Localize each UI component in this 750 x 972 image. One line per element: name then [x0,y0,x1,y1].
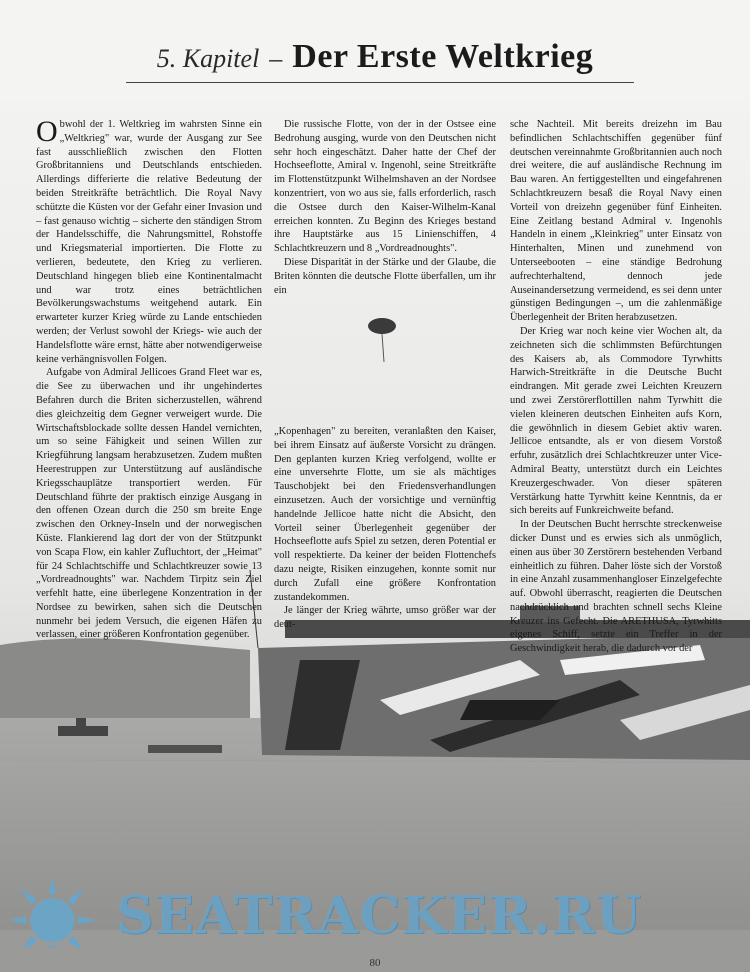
paragraph [36,115,262,366]
header-dash: – [269,44,283,73]
paragraph-text: bwohl der 1. Weltkrieg im wahrsten Sinne ein „Weltkrieg" war, wurde der Ausgang zur See fast ausschließlich zwischen den Flotten Großbritanniens und Deutschlands entschieden. Allerdings differierte die relative Bedeutung der beiden Streitkräfte beträchtlich. Die Royal Navy schützte die Küsten vor der Gefahr einer Invasion und – fast genauso wichtig – sicherte den ständigen Strom der Handelsschiffe, die Nahrungsmittel, Rohstoffe und Kriegsmaterial importierten. Die Flotte zu verlieren, bedeutete, den Krieg zu verlieren. Deutschland hingegen blieb eine Kontinentalmacht und war trotz eines beträchtlichen Bevölkerungswachstums weitgehend autark. Ein erwarteter kurzer Krieg würde zu Lande entschieden werden; der Verlust sowohl der Kriegs- wie auch der Handelsflotte wäre ernst, hätte aber notwendigerweise keine verhängnisvollen Folgen. [36,119,262,365]
text-column-3 [510,118,722,656]
page-number: 80 [369,957,381,969]
paragraph: Diese Disparität in der Stärke und der Glaube, die Briten könnten die deutsche Flotte überfallen, um ihr ein [274,256,496,296]
header-rule [126,82,634,83]
paragraph: Aufgabe von Admiral Jellicoes Grand Fleet war es, die See zu überwachen und ihr ungehindertes Befahren durch die Briten sicherzustellen, während dies gleichzeitig dem Gegner verweigert wurde. Die Wirtschaftsblockade sollte dessen Handel vernichten, um so seine Fähigkeit und seinen Willen zur Kriegführung langsam herabzusetzen. Zudem mußten Heerestruppen zur Unterstützung auf ausländische Kriegsschauplätze transportiert werden. Für Deutschland führte der praktisch einzige Ausgang in den offenen Ozean durch die 250 sm breite Enge zwischen den Orkney-Inseln und der norwegischen Küste. Flankierend lag dort der von der Stützpunkt von Scapa Flow, ein kahler Zufluchtort, der „Heimat" für 24 Schlachtschiffe und Schlachtkreuzer sowie 13 „Vordreadnoughts" war. Nachdem Tirpitz sein Ziel verfehlt hatte, eine überlegene Konzentration in der Nordsee zu bewirken, sahen sich die Deutschen nunmehr bei jedem Versuch, die eigenen Häfen zu verlassen, einer größeren Konfrontation gegenüber. [36,367,262,641]
text-column-2-continued [274,425,496,632]
text-column-1 [36,115,262,642]
chapter-header [0,38,750,88]
text-column-2 [274,118,496,297]
paragraph: Die russische Flotte, von der in der Ostsee eine Bedrohung ausging, wurde von den Deutschen nicht sehr hoch eingeschätzt. Daher hatte der Chef der Hochseeflotte, Amiral v. Ingenohl, seine Streitkräfte im Flottenstützpunkt Wilhelmshaven an der Nordsee konzentriert, von wo aus sie, falls erforderlich, rasch die Ostsee durch den Kaiser-Wilhelm-Kanal erreichen konnten. Zu Beginn des Krieges bestand ihre Hauptstärke aus 15 Linienschiffen, 4 Schlachtkreuzern und 8 „Vordreadnoughts". [274,119,496,255]
paragraph: Der Krieg war noch keine vier Wochen alt, da zeichneten sich die schlimmsten Befürchtungen des Kaisers ab, als Commodore Tyrwhitts Harwich-Streitkräfte in die Deutsche Bucht eindrangen. Mit gerade zwei Leichten Kreuzern und zwei Zerstörerflottillen nahm Tyrwhitt die vielen kleineren deutschen Einheiten aufs Korn, die gewöhnlich in diesem Gebiet aktiv waren. Jellicoe entsandte, als er von diesem Vorstoß erfuhr, zusätzlich drei Schlachtkreuzer unter Vice-Admiral Beatty, unterstützt durch ein Leichtes Kreuzergeschwader. Von dieser späteren Verstärkung hatte Tyrwhitt keine Kenntnis, da er sich bereits auf Funkreichweite befand. [510,325,722,517]
paragraph: Je länger der Krieg währte, umso größer war der deut- [274,605,496,631]
drop-cap: O [36,115,58,148]
paragraph: „Kopenhagen" zu bereiten, veranlaßten den Kaiser, bei ihrem Einsatz auf äußerste Vorsicht zu drängen. Den geplanten kurzen Krieg verfolgend, wollte er eine unversehrte Flotte, um sie als mächtiges Tauschobjekt bei den Friedensverhandlungen einzusetzen. Auch der vorsichtige und vernünftig handelnde Jellicoe hatte nicht die Absicht, den Vorteil seiner Überlegenheit gegenüber der Hochseeflotte aufs Spiel zu setzen, deren Potential er voll respektierte. Da keiner der beiden Flottenchefs dazu neigte, Risiken einzugehen, konnte somit nur durch Zufall eine größere Konfrontation zustandekommen. [274,426,496,603]
paragraph: sche Nachteil. Mit bereits dreizehn im Bau befindlichen Schlachtschiffen gegenüber fünf deutschen vereinnahmte Großbritannien auch noch drei weitere, die auf ausländische Rechnung im Bau waren. An fertiggestellten und eingefahrenen Schlachtkreuzern besaß die Royal Navy einen Vorteil von dreizehn gegenüber fünf Einheiten. Eine Zeitlang bestand Admiral v. Ingenohls Handeln in einem „Kleinkrieg" unter Einsatz von Hinterhalten, Minen und zunehmend von Unterseebooten – eine ständige Bedrohung aufrechterhaltend, dennoch jede Auseinandersetzung vermeidend, es sei denn unter günstigen Bedingungen –, um die zahlenmäßige Überlegenheit der Briten herabzusetzen. [510,119,722,324]
chapter-title: Der Erste Weltkrieg [292,38,594,75]
chapter-number: 5. Kapitel [156,44,260,73]
watermark-text: SEATRACKER.RU [116,885,643,946]
paragraph: In der Deutschen Bucht herrschte streckenweise dicker Dunst und es erwies sich als unmöglich, einen aus über 30 Zerstörern bestehenden Verband einheitlich zu führen. Daher löste sich der Vorstoß in eine Anzahl zusammenhangloser Einzelgefechte auf. Obwohl überrascht, reagierten die Deutschen nachdrücklich und brachten schnell sechs Kleine Kreuzer ins Gefecht. Die ARETHUSA, Tyrwhitts eigenes Schiff, setzte ein Treffer in der Geschwindigkeit herab, die dadurch vor der [510,519,722,655]
